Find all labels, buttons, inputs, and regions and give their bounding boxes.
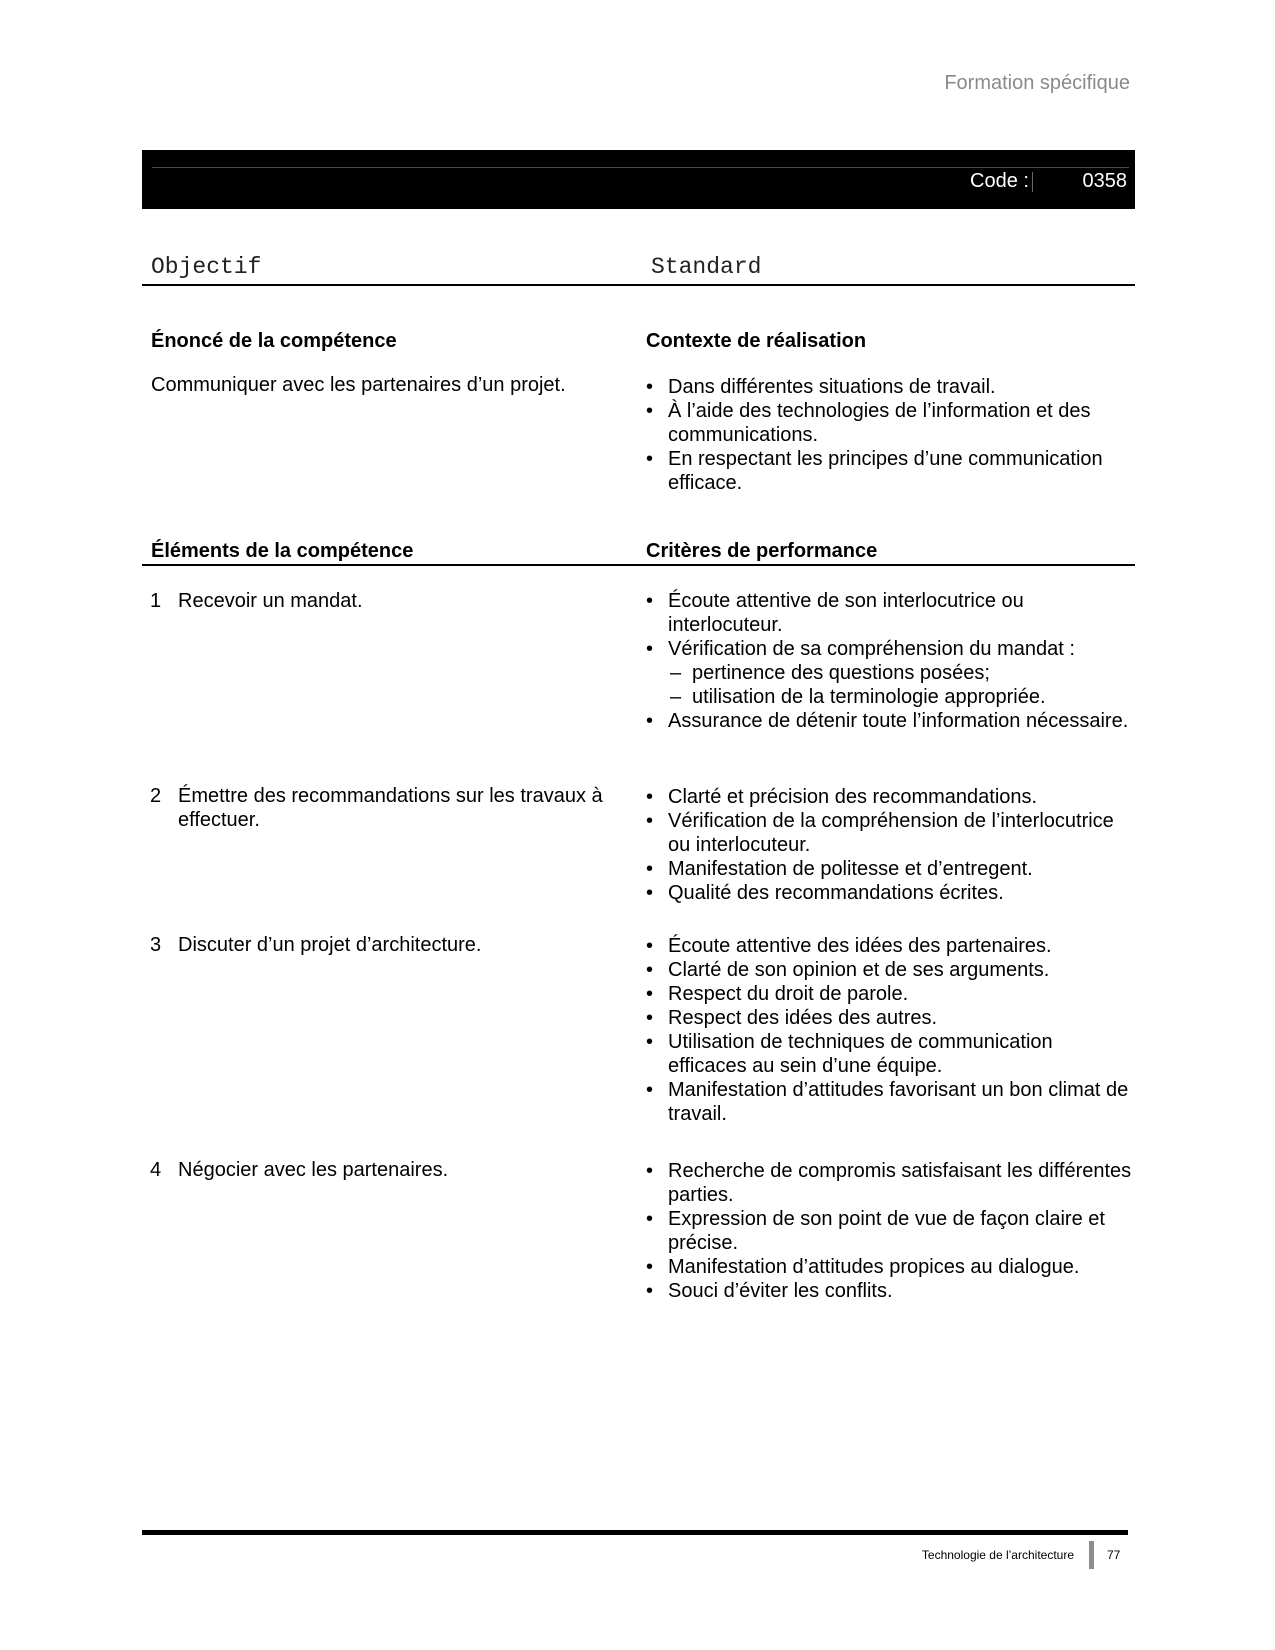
element-2 [150,784,630,832]
column-heading-rule [142,284,1135,286]
element-number: 4 [150,1159,162,1181]
element-1 [150,589,630,613]
code-label: Code : [970,170,1029,192]
element-number: 1 [150,590,162,612]
list-item [644,637,1134,709]
enonce-text: Communiquer avec les partenaires d’un projet. [151,374,566,396]
list-item: • Dans différentes situations de travail. [644,375,1134,399]
criteria-list-2 [644,785,1134,905]
list-item: • Respect des idées des autres. [644,1006,1134,1030]
list-item: • Manifestation d’attitudes favorisant un bon climat de travail. [644,1078,1134,1126]
elements-title: Éléments de la compétence [151,540,414,562]
element-text: Recevoir un mandat. [178,590,363,612]
elements-rule [142,564,1135,566]
criterion-text: Vérification de sa compréhension du mandat : [668,638,1075,660]
element-number: 3 [150,934,162,956]
list-item: • À l’aide des technologies de l’information et des communications. [644,399,1134,447]
page-number: 77 [1107,1548,1121,1562]
element-text: Discuter d’un projet d’architecture. [178,934,482,956]
element-text: Négocier avec les partenaires. [178,1159,449,1181]
sub-list-item: – pertinence des questions posées; [668,661,1134,685]
list-item: • Respect du droit de parole. [644,982,1134,1006]
sub-list-item: – utilisation de la terminologie appropriée. [668,685,1134,709]
list-item: • Écoute attentive de son interlocutrice ou interlocuteur. [644,589,1134,637]
list-item: • Utilisation de techniques de communication efficaces au sein d’une équipe. [644,1030,1134,1078]
element-4 [150,1158,630,1182]
element-3 [150,933,630,957]
footer-rule [142,1530,1128,1535]
list-item: • Clarté et précision des recommandations. [644,785,1134,809]
list-item: • Souci d’éviter les conflits. [644,1279,1134,1303]
list-item: • Vérification de la compréhension de l’interlocutrice ou interlocuteur. [644,809,1134,857]
list-item: • Écoute attentive des idées des partenaires. [644,934,1134,958]
element-number: 2 [150,785,162,807]
list-item: • Manifestation de politesse et d’entregent. [644,857,1134,881]
criteria-list-3 [644,934,1134,1126]
list-item: • Expression de son point de vue de façon claire et précise. [644,1207,1134,1255]
code-separator [1032,172,1033,192]
contexte-list [644,375,1134,495]
list-item: • Assurance de détenir toute l’information nécessaire. [644,709,1134,733]
footer-separator [1089,1541,1094,1569]
list-item: • Manifestation d’attitudes propices au dialogue. [644,1255,1134,1279]
column-heading-objectif: Objectif [151,254,262,280]
contexte-title: Contexte de réalisation [646,330,867,352]
list-item: • Qualité des recommandations écrites. [644,881,1134,905]
code-bar-hairline [152,167,1129,168]
list-item: • Clarté de son opinion et de ses arguments. [644,958,1134,982]
list-item: • En respectant les principes d’une communication efficace. [644,447,1134,495]
criteria-list-4 [644,1159,1134,1303]
footer-title: Technologie de l’architecture [921,1548,1074,1562]
criteria-list-1 [644,589,1134,733]
column-heading-standard: Standard [651,254,762,280]
sub-criteria-list [668,661,1134,709]
code-value: 0358 [1082,170,1127,192]
enonce-title: Énoncé de la compétence [151,330,397,352]
code-bar [142,150,1135,209]
running-header: Formation spécifique [944,72,1130,94]
element-text: Émettre des recommandations sur les travaux à effectuer. [178,785,603,831]
list-item: • Recherche de compromis satisfaisant les différentes parties. [644,1159,1134,1207]
criteres-title: Critères de performance [646,540,878,562]
